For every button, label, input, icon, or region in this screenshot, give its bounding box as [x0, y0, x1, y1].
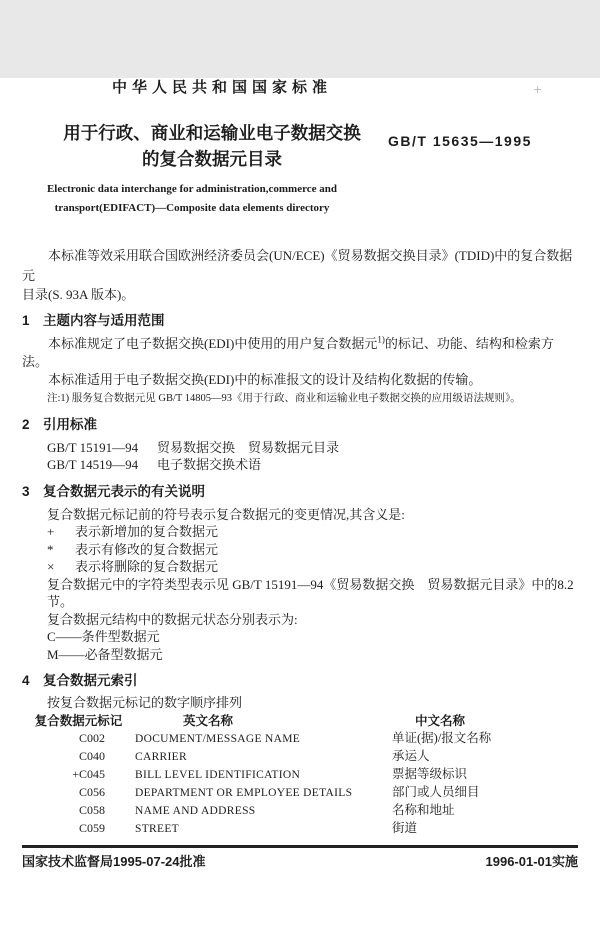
reference-code: GB/T 14519—94: [47, 457, 139, 472]
footnote: 注:1) 服务复合数据元见 GB/T 14805—93《用于行政、商业和运输业电子数据交换的应用级语法规则》。: [47, 392, 521, 404]
composite-code: [22, 802, 135, 819]
status-intro: 复合数据元结构中的数据元状态分别表示为:: [47, 611, 298, 627]
intro-paragraph-line-1: 本标准等效采用联合国欧洲经济委员会(UN/ECE)《贸易数据交换目录》(TDID)中的复合数据元: [22, 248, 573, 283]
status-item-mandatory: M——必备型数据元: [47, 646, 163, 662]
code-value: C040: [78, 749, 105, 763]
symbol-legend-item: [47, 558, 578, 576]
footnote-reference: 1): [377, 334, 385, 345]
column-header-chinese-name: 中文名称: [415, 714, 466, 728]
chinese-name: 票据等级标识: [392, 767, 468, 781]
reference-list: [47, 439, 578, 474]
change-prefix: +: [72, 767, 79, 781]
document-page: [0, 78, 600, 935]
composite-code: [22, 730, 135, 747]
english-subtitle-line-2: transport(EDIFACT)—Composite data elements directory: [54, 202, 330, 214]
reference-item: [47, 439, 578, 457]
chinese-name: 街道: [392, 821, 418, 835]
chinese-name: 部门或人员细目: [392, 785, 480, 799]
symbol-legend-item: [47, 523, 578, 541]
symbol-meaning: 表示有修改的复合数据元: [75, 541, 219, 557]
table-row: [22, 820, 578, 838]
sort-note: 按复合数据元标记的数字顺序排列: [47, 695, 243, 710]
symbol-legend-intro: 复合数据元标记前的符号表示复合数据元的变更情况,其含义是:: [47, 506, 405, 522]
english-subtitle: [0, 180, 384, 218]
chinese-name: 承运人: [392, 749, 430, 763]
english-name: DOCUMENT/MESSAGE NAME: [135, 733, 301, 745]
chinese-name: 单证(据)/报文名称: [392, 731, 492, 745]
registration-mark: +: [533, 83, 543, 96]
scope-paragraph-1-text: 本标准规定了电子数据交换(EDI)中使用的用户复合数据元: [48, 335, 378, 351]
reference-item: [47, 456, 578, 474]
implementation-text: 1996-01-01实施: [485, 854, 578, 869]
code-value: C002: [78, 731, 105, 745]
column-header-english-name: 英文名称: [183, 714, 234, 728]
english-name: BILL LEVEL IDENTIFICATION: [135, 769, 301, 781]
composite-code: [22, 766, 135, 783]
code-value: C059: [78, 821, 105, 835]
chinese-name: 名称和地址: [392, 803, 455, 817]
document-body: [0, 246, 600, 838]
title-line-2: 的复合数据元目录: [142, 149, 282, 169]
footer: [0, 848, 600, 870]
intro-paragraph-line-2: 目录(S. 93A 版本)。: [22, 287, 135, 302]
scope-paragraph-1-tail: 的标记、功能、结构和检索方法。: [22, 335, 554, 369]
code-value: C058: [78, 803, 105, 817]
standard-label: 中华人民共和国国家标准: [112, 79, 333, 96]
table-row: [22, 784, 578, 802]
char-type-note: 复合数据元中的字符类型表示见 GB/T 15191—94《贸易数据交换 贸易数据元目录》中的8.2节。: [47, 576, 574, 609]
english-name: STREET: [135, 823, 179, 835]
column-header-tag: 复合数据元标记: [34, 714, 123, 728]
composite-code: [22, 820, 135, 837]
document-title: [0, 120, 424, 172]
approval-text: 国家技术监督局1995-07-24批准: [22, 854, 206, 869]
table-row: [22, 766, 578, 784]
scope-paragraph-2: 本标准适用于电子数据交换(EDI)中的标准报文的设计及结构化数据的传输。: [48, 371, 482, 387]
composite-code: [22, 784, 135, 801]
reference-code: GB/T 15191—94: [47, 439, 139, 455]
english-subtitle-line-1: Electronic data interchange for administration,commerce and: [46, 183, 338, 195]
english-name: DEPARTMENT OR EMPLOYEE DETAILS: [135, 787, 353, 799]
table-row: [22, 802, 578, 820]
section-3-heading: 3 复合数据元表示的有关说明: [22, 483, 206, 499]
scope-paragraph-1: [22, 335, 578, 371]
english-name: NAME AND ADDRESS: [135, 805, 256, 817]
title-block: [0, 120, 600, 172]
section-1-heading: 1 主题内容与适用范围: [22, 312, 165, 328]
symbol-legend-item: [47, 541, 578, 559]
code-value: C056: [78, 785, 105, 799]
title-line-1: 用于行政、商业和运输业电子数据交换: [63, 123, 361, 143]
status-item-conditional: C——条件型数据元: [47, 629, 160, 644]
code-value: C045: [78, 767, 105, 781]
english-name: CARRIER: [135, 751, 187, 763]
table-row: [22, 748, 578, 766]
standard-number: GB/T 15635—1995: [388, 133, 532, 149]
symbol-meaning: 表示新增加的复合数据元: [75, 524, 219, 539]
reference-title: 电子数据交换术语: [157, 457, 262, 472]
cross-symbol: ×: [47, 559, 55, 574]
composite-code: [22, 748, 135, 765]
table-row: [22, 730, 578, 748]
index-table: [22, 713, 578, 838]
section-2-heading: 2 引用标准: [22, 416, 98, 432]
table-header-row: [22, 713, 578, 730]
asterisk-symbol: *: [47, 541, 54, 557]
reference-title: 贸易数据交换 贸易数据元目录: [157, 439, 340, 455]
plus-symbol: +: [47, 524, 55, 539]
section-4-heading: 4 复合数据元索引: [22, 673, 138, 688]
symbol-meaning: 表示将删除的复合数据元: [75, 559, 219, 574]
